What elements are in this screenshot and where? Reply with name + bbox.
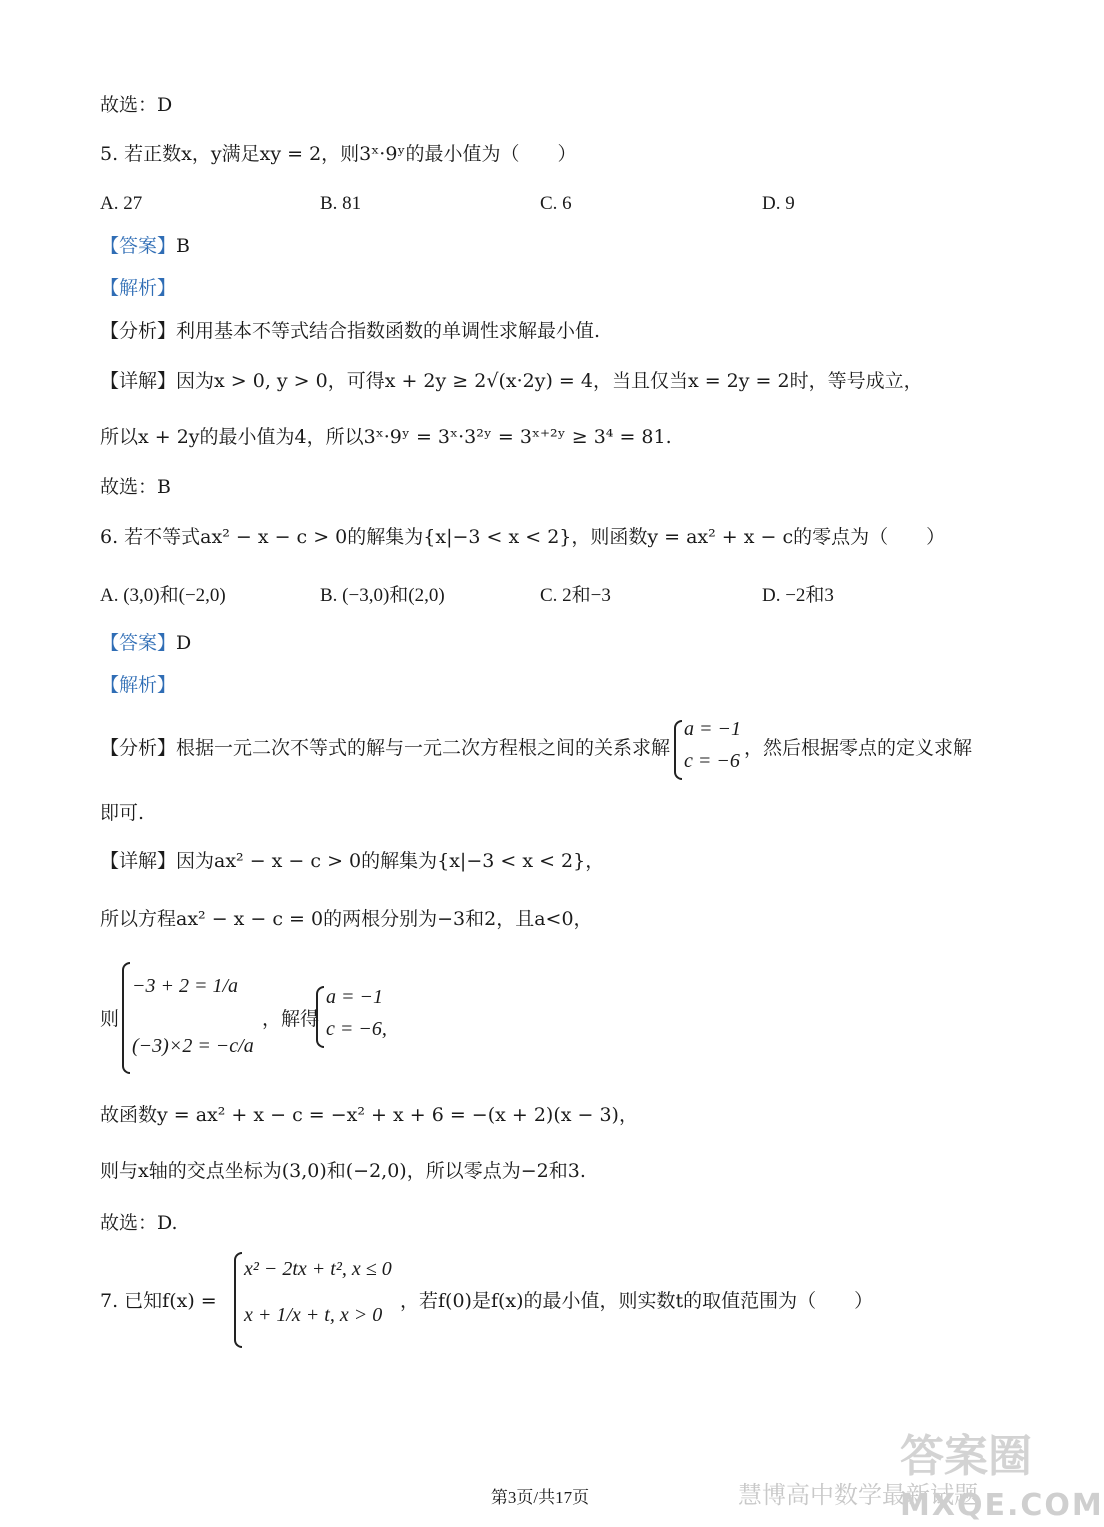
q5-analysis-tag: 【解析】 [100,277,177,299]
fenxi-text: 根据一元二次不等式的解与一元二次方程根之间的关系求解 [176,737,671,759]
watermark-logo: 答案圈 [900,1431,1032,1482]
watermark-url: MXQE.COM [900,1488,1104,1523]
q6-detail-2: 所以方程ax² − x − c = 0的两根分别为−3和2，且a<0， [100,908,593,930]
detail-tag: 【详解】 [100,850,177,872]
q7-lead: 7. 已知f(x) = [100,1290,217,1312]
answer-value: B [176,235,190,257]
q5-option-b: B. 81 [320,193,362,214]
q5-detail-2: 所以x + 2y的最小值为4，所以3ˣ·9ʸ = 3ˣ·3²ʸ = 3ˣ⁺²ʸ ≥ 3⁴ = 81. [100,426,672,448]
system-brace [316,986,324,1048]
answer-tag: 【答案】 [100,235,177,257]
detail-tag: 【详解】 [100,370,177,392]
q6-solve: ，解得 [262,1008,320,1030]
q6-option-a: A. (3,0)和(−2,0) [100,585,226,606]
q6-option-d: D. −2和3 [762,585,834,606]
q6-option-c: C. 2和−3 [540,585,611,606]
system-line-2: (−3)×2 = −c/a [132,1035,254,1057]
system-line-1: a = −1 [326,986,383,1008]
q5-answer [100,233,190,259]
q5-option-a: A. 27 [100,193,143,214]
q5-stem: 5. 若正数x，y满足xy = 2，则3ˣ·9ʸ的最小值为（ ） [100,143,577,165]
q6-detail-1 [100,848,604,874]
answer-tag: 【答案】 [100,632,177,654]
q6-stem: 6. 若不等式ax² − x − c > 0的解集为{x|−3 < x < 2}，则函数y = ax² + x − c的零点为（ ） [100,526,946,548]
piece-2: x + 1/x + t, x > 0 [244,1304,383,1326]
piecewise-brace [234,1252,242,1348]
system-brace [122,962,130,1074]
detail-text: 因为ax² − x − c > 0的解集为{x|−3 < x < 2}， [176,850,605,872]
system-brace [674,720,682,780]
q6-detail-4: 则与x轴的交点坐标为(3,0)和(−2,0)，所以零点为−2和3. [100,1160,586,1182]
system-line-2: c = −6, [326,1018,387,1040]
fenxi-tag: 【分析】 [100,737,177,759]
q6-fenxi-cont: ，然后根据零点的定义求解 [744,737,973,759]
answer-value: D [176,632,192,654]
q6-detail-3: 故函数y = ax² + x − c = −x² + x + 6 = −(x + 2)(x − 3)， [100,1104,638,1126]
q5-fenxi [100,318,600,344]
q5-detail-1 [100,368,923,394]
q5-option-d: D. 9 [762,193,795,214]
piece-1: x² − 2tx + t², x ≤ 0 [244,1258,392,1280]
q6-conclusion: 故选：D. [100,1212,178,1234]
q5-conclusion: 故选：B [100,476,171,498]
q5-option-c: C. 6 [540,193,572,214]
system-line-2: c = −6 [684,750,740,772]
q6-option-b: B. (−3,0)和(2,0) [320,585,445,606]
q6-fenxi [100,735,670,761]
system-line-1: a = −1 [684,718,741,740]
fenxi-text: 利用基本不等式结合指数函数的单调性求解最小值. [176,320,601,342]
q7-tail: ，若f(0)是f(x)的最小值，则实数t的取值范围为（ ） [400,1290,874,1312]
q6-answer [100,630,191,656]
q6-fenxi-end: 即可. [100,802,145,824]
q6-analysis-tag: 【解析】 [100,674,177,696]
system-line-1: −3 + 2 = 1/a [132,975,239,997]
page-footer: 第3页/共17页 [490,1488,590,1507]
q4-conclusion: 故选：D [100,94,173,116]
fenxi-tag: 【分析】 [100,320,177,342]
detail-text: 因为x > 0, y > 0，可得x + 2y ≥ 2√(x·2y) = 4，当且仅当x = 2y = 2时，等号成立， [176,370,923,392]
q6-then: 则 [100,1008,120,1030]
watermark-text: 慧博高中数学最新试题 [738,1481,978,1509]
